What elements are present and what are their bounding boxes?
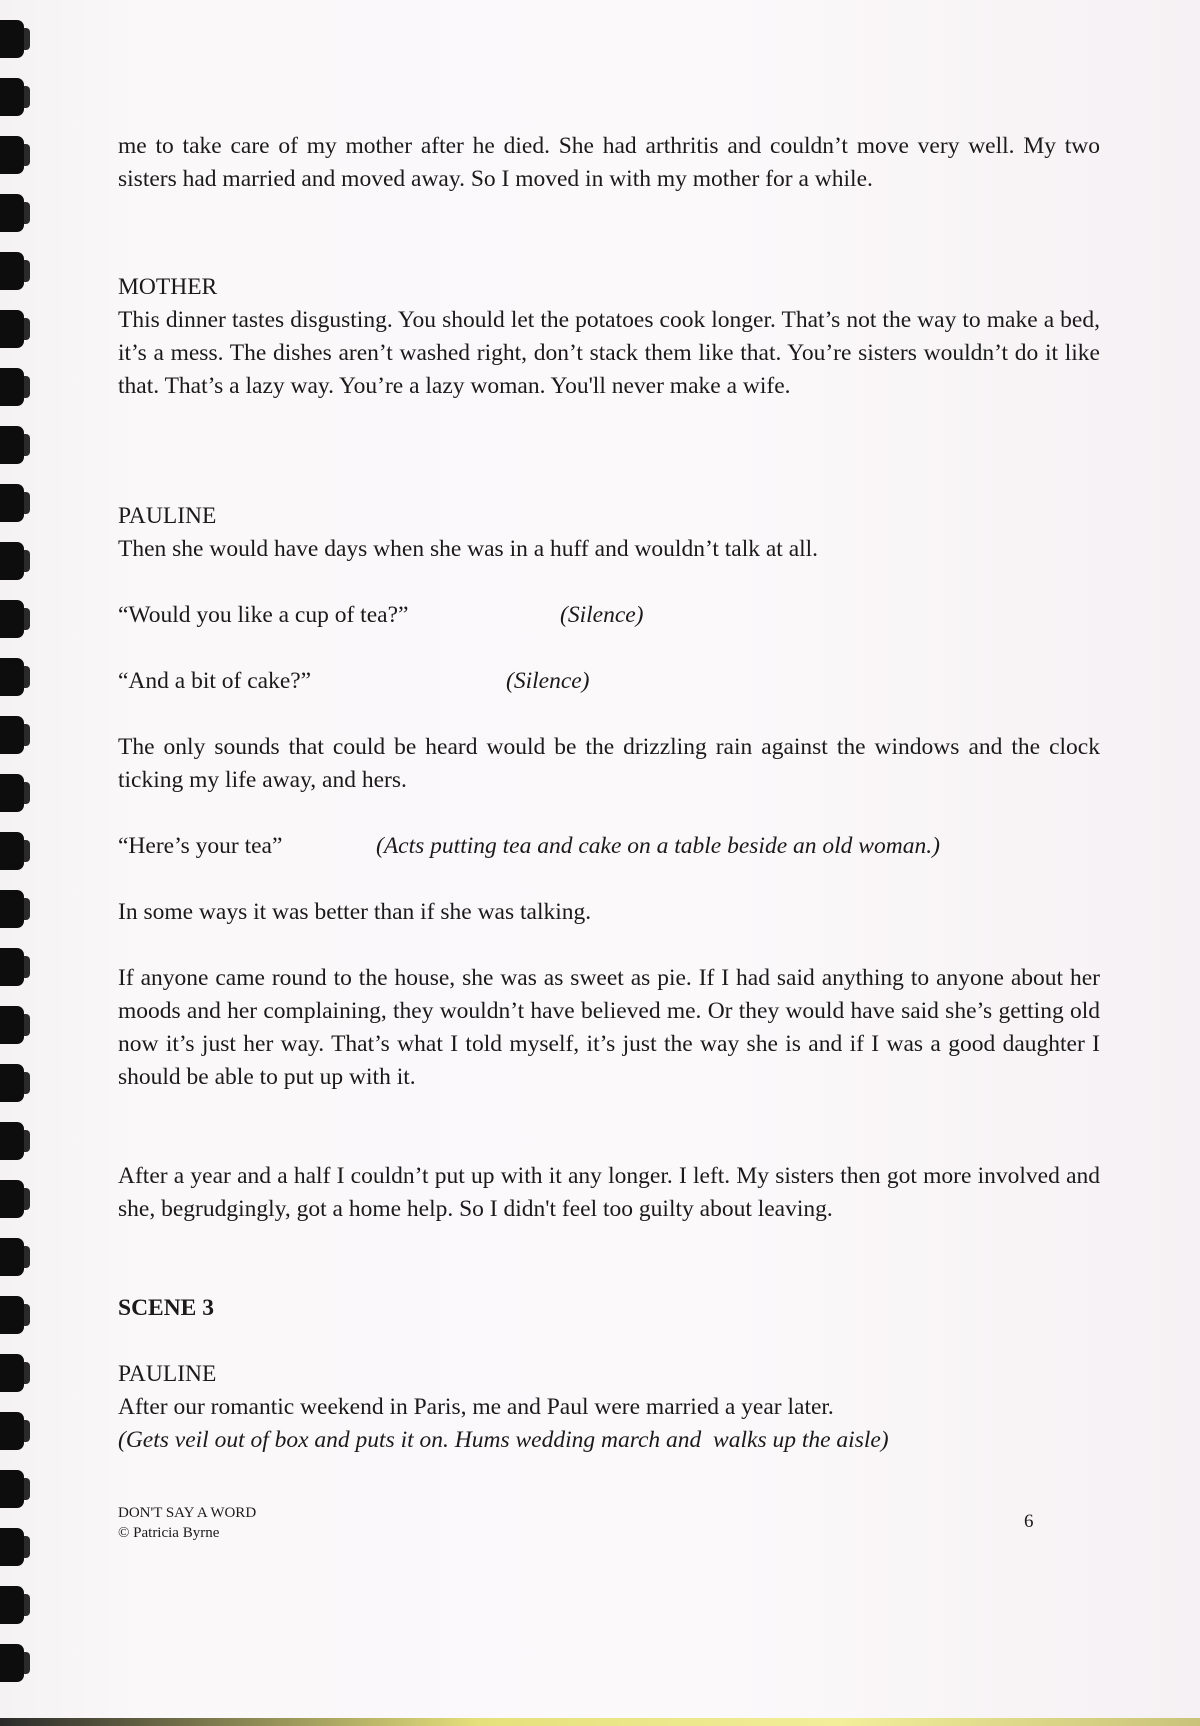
binding-ring xyxy=(0,310,24,348)
speaker-pauline: PAULINE xyxy=(118,503,217,529)
paragraph-intro: me to take care of my mother after he died. She had arthritis and couldn’t move very well. My two sisters had married and moved away. So I moved in with my mother for a while. xyxy=(118,133,1100,192)
binding-ring xyxy=(0,1644,24,1682)
pauline-speech-scene3: After our romantic weekend in Paris, me and Paul were married a year later. xyxy=(118,1394,834,1420)
stage-note: (Acts putting tea and cake on a table beside an old woman.) xyxy=(376,833,940,859)
binding-ring xyxy=(0,658,24,696)
binding-ring xyxy=(0,1586,24,1624)
dialogue-quote: “Would you like a cup of tea?” xyxy=(118,602,409,628)
binding-ring xyxy=(0,20,24,58)
mother-speech: This dinner tastes disgusting. You should let the potatoes cook longer. That’s not the way to make a bed, it’s a mess. The dishes aren’t washed right, don’t stack them like that. You’re sisters wouldn’t do it like that. That’s a lazy way. You’re a lazy woman. You'll never make a wife. xyxy=(118,307,1100,399)
dialogue-quote: “And a bit of cake?” xyxy=(118,668,312,694)
binding-ring xyxy=(0,716,24,754)
binding-ring xyxy=(0,484,24,522)
paragraph-anyone: If anyone came round to the house, she was as sweet as pie. If I had said anything to anyone about her moods and her complaining, they wouldn’t have believed me. Or they would have said she’s getting old now it’s just her way. That’s what I told myself, it’s just the way she is and if I was a good daughter I should be able to put up with it. xyxy=(118,965,1100,1090)
speaker-pauline-scene3: PAULINE xyxy=(118,1361,217,1387)
paragraph-better: In some ways it was better than if she was talking. xyxy=(118,899,592,925)
binding-ring xyxy=(0,368,24,406)
spiral-binding xyxy=(0,0,40,1726)
paragraph-sounds: The only sounds that could be heard would be the drizzling rain against the windows and the clock ticking my life away, and hers. xyxy=(118,734,1100,793)
stage-direction: (Gets veil out of box and puts it on. Hums wedding march and walks up the aisle) xyxy=(118,1427,889,1453)
binding-ring xyxy=(0,542,24,580)
dialogue-line-here xyxy=(118,830,1100,863)
paragraph-after: After a year and a half I couldn’t put up with it any longer. I left. My sisters then got more involved and she, begrudgingly, got a home help. So I didn't feel too guilty about leaving. xyxy=(118,1163,1100,1222)
binding-ring xyxy=(0,426,24,464)
binding-ring xyxy=(0,1238,24,1276)
binding-ring xyxy=(0,78,24,116)
binding-ring xyxy=(0,890,24,928)
binding-ring xyxy=(0,832,24,870)
page-edge xyxy=(0,1718,1200,1726)
binding-ring xyxy=(0,774,24,812)
stage-note: (Silence) xyxy=(506,668,590,694)
binding-ring xyxy=(0,948,24,986)
footer-title: DON'T SAY A WORD xyxy=(118,1505,257,1521)
binding-ring xyxy=(0,1470,24,1508)
page-number: 6 xyxy=(1024,1511,1034,1532)
binding-ring xyxy=(0,1354,24,1392)
binding-ring xyxy=(0,1006,24,1044)
dialogue-line-tea xyxy=(118,599,1100,632)
binding-ring xyxy=(0,1122,24,1160)
dialogue-quote: “Here’s your tea” xyxy=(118,833,283,859)
binding-ring xyxy=(0,1528,24,1566)
pauline-speech: Then she would have days when she was in a huff and wouldn’t talk at all. xyxy=(118,536,819,562)
speaker-mother: MOTHER xyxy=(118,274,218,300)
footer-copyright: © Patricia Byrne xyxy=(118,1525,220,1541)
binding-ring xyxy=(0,1296,24,1334)
binding-ring xyxy=(0,136,24,174)
stage-note: (Silence) xyxy=(560,602,644,628)
scene-heading: SCENE 3 xyxy=(118,1295,214,1321)
dialogue-line-cake xyxy=(118,665,1100,698)
binding-ring xyxy=(0,1064,24,1102)
binding-ring xyxy=(0,252,24,290)
binding-ring xyxy=(0,194,24,232)
binding-ring xyxy=(0,600,24,638)
footer xyxy=(118,1503,256,1543)
binding-ring xyxy=(0,1412,24,1450)
binding-ring xyxy=(0,1180,24,1218)
